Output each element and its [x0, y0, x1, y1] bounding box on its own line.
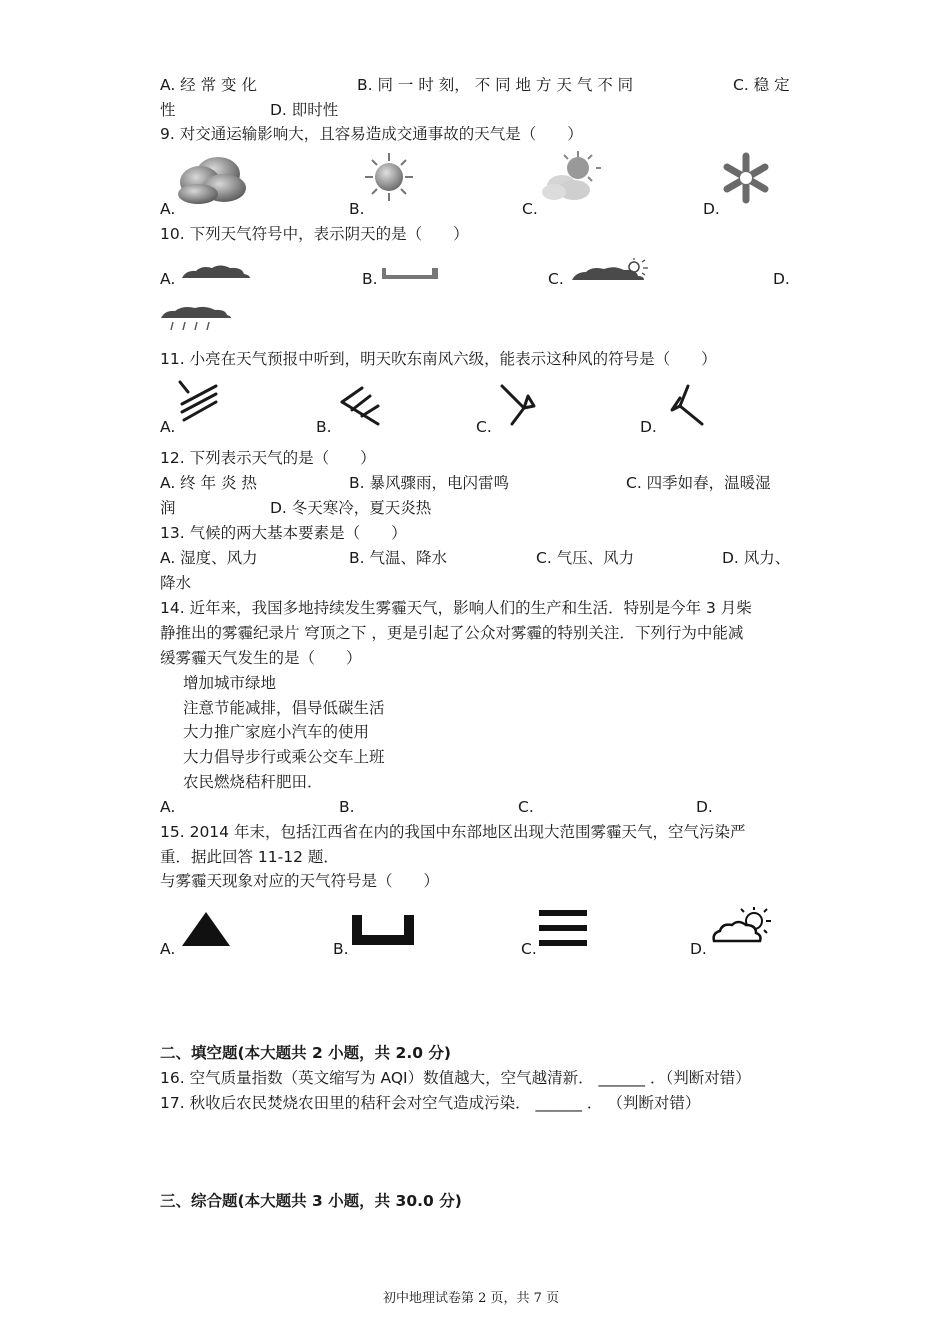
haze-symbol-icon — [350, 913, 416, 947]
cloud-icon — [176, 152, 248, 206]
overcast-symbol-icon — [180, 262, 252, 280]
q9-option-d: D. — [703, 200, 720, 218]
q15-stem-line3: 与雾霾天现象对应的天气符号是（ ） — [160, 872, 440, 890]
q10-option-b: B. — [362, 270, 378, 288]
q14-option-d: D. — [696, 798, 713, 816]
q15-option-c: C. — [521, 940, 537, 958]
q12-option-c-continued: 润 — [160, 499, 176, 517]
q13-stem: 13. 气候的两大基本要素是（ ） — [160, 524, 407, 542]
section-3-heading: 三、综合题(本大题共 3 小题，共 30.0 分) — [160, 1192, 462, 1210]
q15-stem-line2: 重．据此回答 11-12 题． — [160, 848, 339, 866]
q8-option-a: A. 经 常 变 化 — [160, 76, 257, 94]
q11-stem: 11. 小亮在天气预报中听到，明天吹东南风六级，能表示这种风的符号是（ ） — [160, 350, 717, 368]
q17-text: 17. 秋收后农民焚烧农田里的秸秆会对空气造成污染． ______ ． （判断对错） — [160, 1094, 701, 1112]
q15-option-d: D. — [690, 940, 707, 958]
sun-icon — [364, 152, 414, 202]
q14-item: 大力推广家庭小汽车的使用 — [183, 723, 370, 741]
q13-option-d: D. 风力、 — [722, 549, 791, 567]
q9-stem: 9. 对交通运输影响大，且容易造成交通事故的天气是（ ） — [160, 125, 583, 143]
q10-stem: 10. 下列天气符号中，表示阴天的是（ ） — [160, 225, 469, 243]
q14-stem-line2: 静推出的雾霾纪录片 穹顶之下 ，更是引起了公众对雾霾的特别关注．下列行为中能减 — [160, 624, 744, 642]
rain-symbol-icon — [159, 304, 231, 332]
q12-option-b: B. 暴风骤雨，电闪雷鸣 — [349, 474, 509, 492]
q13-option-c: C. 气压、风力 — [536, 549, 635, 567]
page-footer: 初中地理试卷第 2 页，共 7 页 — [383, 1291, 560, 1306]
q14-stem-line3: 缓雾霾天气发生的是（ ） — [160, 649, 362, 667]
q13-option-a: A. 湿度、风力 — [160, 549, 258, 567]
q14-item: 大力倡导步行或乘公交车上班 — [183, 748, 385, 766]
q9-option-c: C. — [522, 200, 538, 218]
q11-option-d: D. — [640, 418, 657, 436]
q12-option-a: A. 终 年 炎 热 — [160, 474, 257, 492]
q10-option-d: D. — [773, 270, 790, 288]
q14-option-c: C. — [518, 798, 534, 816]
q14-item: 增加城市绿地 — [183, 674, 277, 692]
q9-option-a: A. — [160, 200, 176, 218]
q14-option-a: A. — [160, 798, 176, 816]
q10-option-c: C. — [548, 270, 564, 288]
q12-stem: 12. 下列表示天气的是（ ） — [160, 449, 376, 467]
wind-barb-b-icon — [338, 384, 382, 426]
q14-item: 注意节能减排，倡导低碳生活 — [183, 699, 385, 717]
q14-option-b: B. — [339, 798, 355, 816]
q10-option-a: A. — [160, 270, 176, 288]
q11-option-b: B. — [316, 418, 332, 436]
wind-barb-c-icon — [498, 384, 538, 426]
partly-cloudy-icon — [540, 150, 602, 202]
q8-option-b: B. 同 一 时 刻， 不 同 地 方 天 气 不 同 — [357, 76, 634, 94]
wind-barb-d-icon — [666, 384, 706, 428]
q8-option-d: D. 即时性 — [270, 101, 339, 119]
cloudy-sun-symbol-icon — [710, 905, 772, 945]
haze-symbol-icon — [380, 266, 442, 280]
q11-option-c: C. — [476, 418, 492, 436]
section-2-heading: 二、填空题(本大题共 2 小题，共 2.0 分) — [160, 1044, 451, 1062]
q15-option-b: B. — [333, 940, 349, 958]
q15-stem-line1: 15. 2014 年末，包括江西省在内的我国中东部地区出现大范围雾霾天气，空气污染严 — [160, 823, 746, 841]
q8-option-c-continued: 性 — [160, 101, 176, 119]
q12-option-c: C. 四季如春，温暖湿 — [626, 474, 771, 492]
q15-option-a: A. — [160, 940, 176, 958]
q11-option-a: A. — [160, 418, 176, 436]
q16-text: 16. 空气质量指数（英文缩写为 AQI）数值越大，空气越清新． ______ ．（判断对错） — [160, 1069, 751, 1087]
q13-option-b: B. 气温、降水 — [349, 549, 447, 567]
q9-option-b: B. — [349, 200, 365, 218]
q8-option-c: C. 稳 定 — [733, 76, 790, 94]
fog-symbol-icon — [538, 908, 590, 948]
q13-option-d-continued: 降水 — [160, 574, 192, 592]
q14-item: 农民燃烧秸秆肥田． — [183, 773, 323, 791]
q12-option-d: D. 冬天寒冷，夏天炎热 — [270, 499, 432, 517]
triangle-symbol-icon — [180, 910, 232, 948]
cloudy-sun-symbol-icon — [570, 258, 662, 282]
snowflake-icon — [722, 152, 770, 204]
q14-stem-line1: 14. 近年来，我国多地持续发生雾霾天气，影响人们的生产和生活．特别是今年 3 月柴 — [160, 599, 752, 617]
wind-barb-a-icon — [176, 380, 220, 422]
